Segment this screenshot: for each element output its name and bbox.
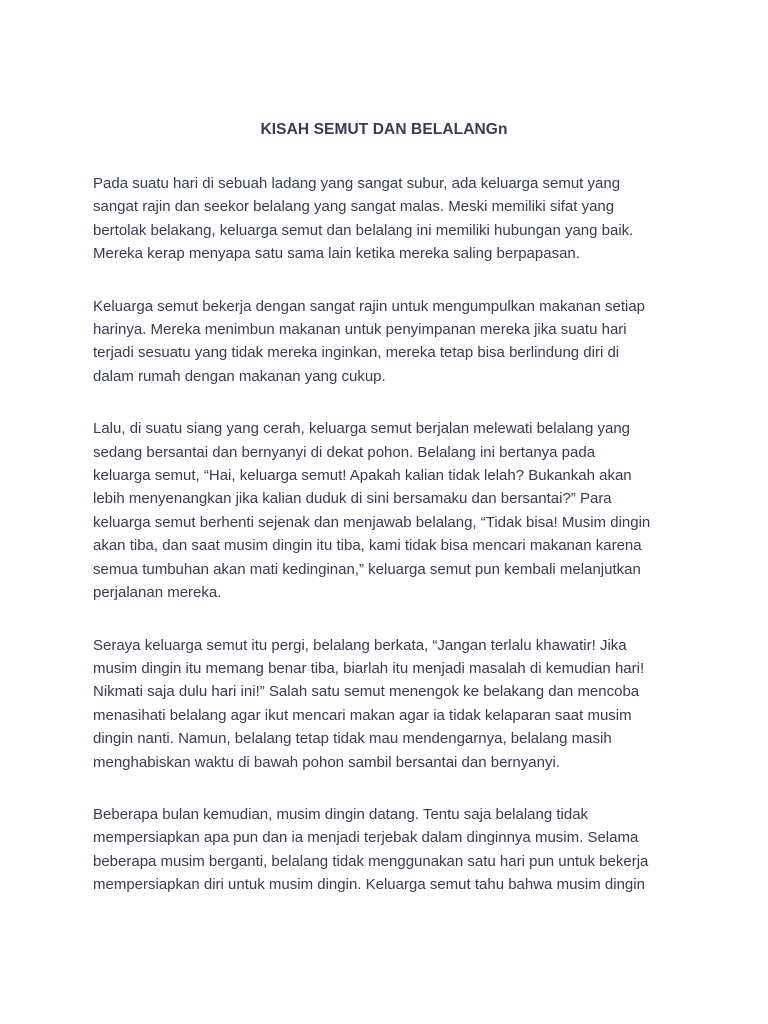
- text-line: beberapa musim berganti, belalang tidak menggunakan satu hari pun untuk bekerja: [93, 852, 649, 870]
- text-line: sangat rajin dan seekor belalang yang sangat malas. Meski memiliki sifat yang: [93, 198, 615, 216]
- text-line: dingin nanti. Namun, belalang tetap tidak mau mendengarnya, belalang masih: [93, 730, 612, 748]
- text-line: keluarga semut, “Hai, keluarga semut! Apakah kalian tidak lelah? Bukankah akan: [93, 467, 632, 485]
- text-line: semua tumbuhan akan mati kedinginan,” keluarga semut pun kembali melanjutkan: [93, 560, 641, 578]
- text-line: menghabiskan waktu di bawah pohon sambil bersantai dan bernyanyi.: [93, 753, 560, 771]
- text-line: akan tiba, dan saat musim dingin itu tiba, kami tidak bisa mencari makanan karena: [93, 537, 642, 555]
- paragraph-2: [93, 295, 683, 389]
- paragraph-4: [93, 634, 683, 774]
- text-line: keluarga semut berhenti sejenak dan menjawab belalang, “Tidak bisa! Musim dingin: [93, 513, 651, 531]
- text-line: harinya. Mereka menimbun makanan untuk penyimpanan mereka jika suatu hari: [93, 321, 627, 339]
- text-line: perjalanan mereka.: [93, 584, 222, 602]
- text-line: Beberapa bulan kemudian, musim dingin datang. Tentu saja belalang tidak: [93, 805, 589, 823]
- text-line: Nikmati saja dulu hari ini!” Salah satu semut menengok ke belakang dan mencoba: [93, 683, 640, 701]
- text-line: sedang bersantai dan bernyanyi di dekat pohon. Belalang ini bertanya pada: [93, 443, 596, 461]
- paragraph-5: [93, 803, 683, 897]
- text-line: Keluarga semut bekerja dengan sangat rajin untuk mengumpulkan makanan setiap: [93, 297, 646, 315]
- text-line: bertolak belakang, keluarga semut dan belalang ini memiliki hubungan yang baik.: [93, 221, 634, 239]
- text-line: Seraya keluarga semut itu pergi, belalang berkata, “Jangan terlalu khawatir! Jika: [93, 636, 627, 654]
- text-line: lebih menyenangkan jika kalian duduk di sini bersamaku dan bersantai?” Para: [93, 490, 612, 508]
- paragraph-1: [93, 172, 683, 266]
- text-line: Pada suatu hari di sebuah ladang yang sangat subur, ada keluarga semut yang: [93, 175, 621, 192]
- text-line: mempersiapkan diri untuk musim dingin. Keluarga semut tahu bahwa musim dingin: [93, 876, 645, 894]
- text-line: musim dingin itu memang benar tiba, biarlah itu menjadi masalah di kemudian hari!: [93, 659, 645, 677]
- paragraph-3: [93, 417, 683, 604]
- text-line: mempersiapkan apa pun dan ia menjadi terjebak dalam dinginnya musim. Selama: [93, 829, 639, 847]
- text-line: menasihati belalang agar ikut mencari makan agar ia tidak kelaparan saat musim: [93, 706, 632, 724]
- text-line: terjadi sesuatu yang tidak mereka inginkan, mereka tetap bisa berlindung diri di: [93, 344, 620, 362]
- document-body: [93, 172, 683, 926]
- document-title: KISAH SEMUT DAN BELALANGn: [260, 121, 508, 138]
- text-line: Mereka kerap menyapa satu sama lain ketika mereka saling berpapasan.: [93, 245, 580, 263]
- text-line: dalam rumah dengan makanan yang cukup.: [93, 367, 386, 385]
- text-line: Lalu, di suatu siang yang cerah, keluarga semut berjalan melewati belalang yang: [93, 420, 631, 438]
